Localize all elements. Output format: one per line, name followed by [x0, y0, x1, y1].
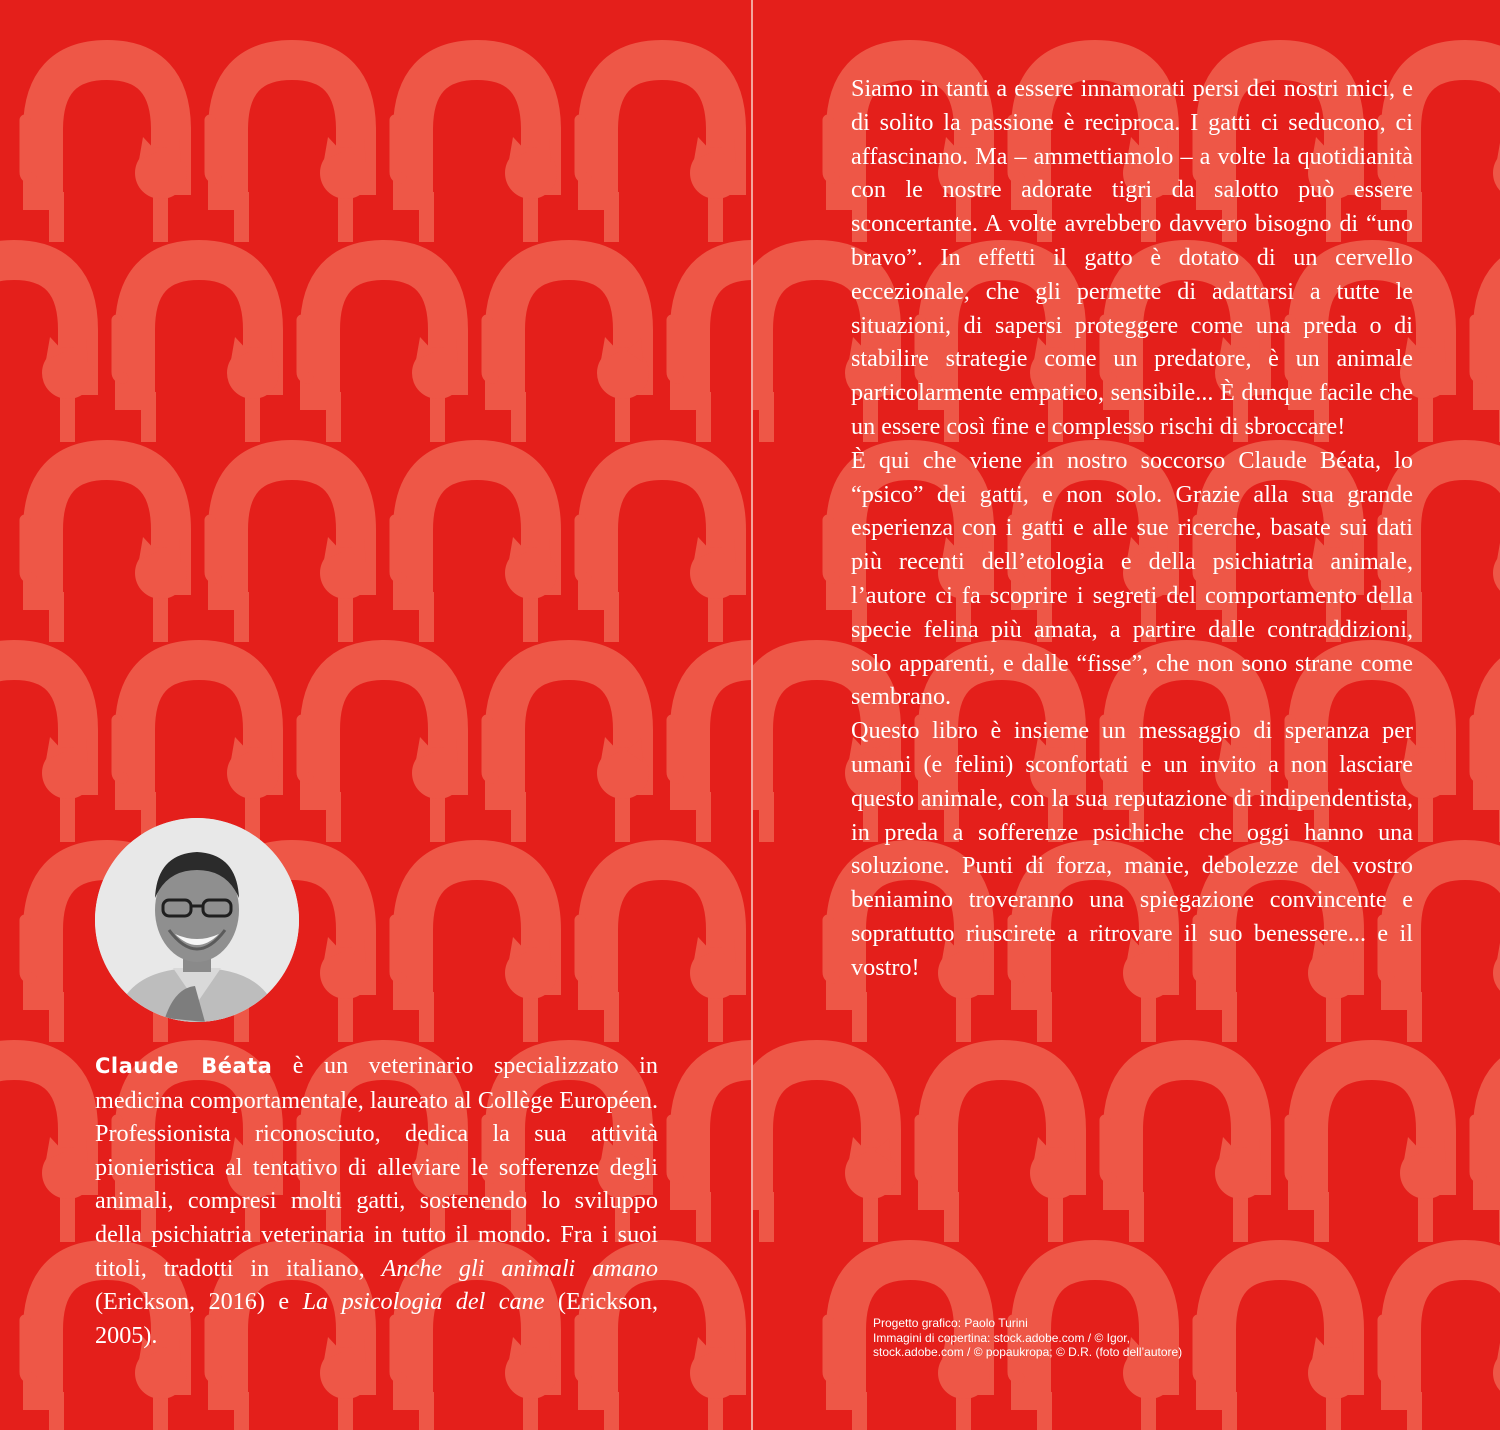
blurb-paragraph: Questo libro è insieme un messaggio di speranza per umani (e felini) sconfortati e un invito a non lasciare questo animale, con la sua reputazione di indipendentista, in preda a sofferenze psichiche che oggi hanno una soluzione. Punti di forza, manie, debolezze del vostro beniamino troveranno una spiegazione convincente e soprattutto riuscirete a ritrovare il suo benessere... e il vostro! — [851, 717, 1413, 981]
book-title-2: La psicologia del cane — [302, 1288, 545, 1316]
blurb-paragraph: Siamo in tanti a essere innamorati persi dei nostri mici, e di solito la passione è reciproca. I gatti ci seducono, ci affascinano. Ma – ammettiamolo – a volte la quotidianità con le nostre adorate tigri da salotto può essere sconcertante. A volte avrebbero davvero bisogno di “uno bravo”. In effetti il gatto è dotato di un cervello eccezionale, che gli permette di adattarsi a tutte le situazioni, di sapersi proteggere come una preda o di stabilire strategie come un predatore, è un animale particolarmente empatico, sensibile... È dunque facile che un essere così fine e complesso rischi di sbroccare! — [851, 75, 1413, 440]
bio-text-1: è un veterinario specializzato in medicina comportamentale, laureato al Collège Européen. Professionista riconosciuto, dedica la sua attività pionieristica al tentativo di alleviare le sofferenze degli animali, compresi molti gatti, sostenendo lo sviluppo della psichiatria veterinaria in tutto il mondo. Fra i suoi titoli, tradotti in italiano, — [95, 1052, 659, 1282]
credit-line: stock.adobe.com / © popaukropa; © D.R. (foto dell’autore) — [873, 1345, 1183, 1360]
design-credits — [873, 1316, 1293, 1360]
bio-text-3: (Erickson, 2005). — [95, 1288, 658, 1349]
author-portrait-illustration — [95, 818, 299, 1022]
author-portrait-photo — [95, 818, 299, 1022]
book-title-1: Anche gli animali amano — [381, 1254, 659, 1282]
back-cover-blurb — [851, 72, 1413, 985]
credit-line: Progetto grafico: Paolo Turini — [873, 1316, 1028, 1330]
blurb-paragraph: È qui che viene in nostro soccorso Claude Béata, lo “psico” dei gatti, e non solo. Grazie alla sua grande esperienza con i gatti e alle sue ricerche, basate sui dati più recenti dell’etologia e della psichiatria animale, l’autore ci fa scoprire i segreti del comportamento della specie felina più amata, a partire dalle contraddizioni, solo apparenti, e dalle “fisse”, che non sono strane come sembrano. — [851, 446, 1413, 711]
back-cover-panel — [753, 0, 1500, 1430]
author-bio — [95, 1049, 658, 1352]
bio-text-2: (Erickson, 2016) e — [95, 1288, 303, 1316]
credit-line: Immagini di copertina: stock.adobe.com / © Igor, — [873, 1330, 1130, 1345]
author-name: Claude Béata — [95, 1054, 273, 1078]
